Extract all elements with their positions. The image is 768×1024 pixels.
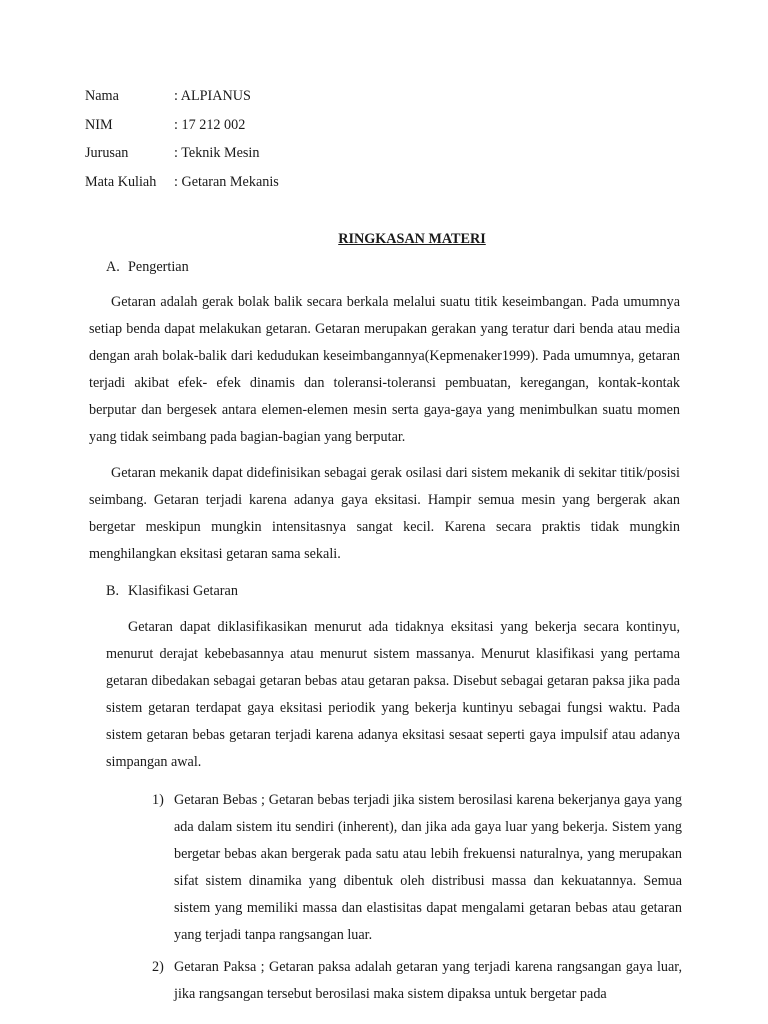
info-label: Mata Kuliah bbox=[85, 173, 157, 190]
info-value: : Teknik Mesin bbox=[174, 145, 260, 161]
info-label: Jurusan bbox=[85, 145, 129, 161]
student-info bbox=[85, 86, 279, 200]
section-a-paragraph-2: Getaran mekanik dapat didefinisikan sebagai gerak osilasi dari sistem mekanik di sekitar titik/posisi seimbang. Getaran terjadi karena adanya gaya eksitasi. Hampir semua mesin yang bergerak akan bergetar meskipun mungkin intensitasnya sangat kecil. Karena secara praktis tidak mungkin menghilangkan eksitasi getaran sama sekali. bbox=[89, 465, 680, 562]
list-item-number: 2) bbox=[152, 959, 164, 975]
list-item bbox=[152, 954, 682, 1008]
info-row-mata-kuliah bbox=[85, 172, 279, 201]
info-value: : ALPIANUS bbox=[174, 88, 251, 104]
list-item-text: Getaran Bebas ; Getaran bebas terjadi jika sistem berosilasi karena bekerjanya gaya yang ada dalam sistem itu sendiri (inherent), dan jika ada gaya luar yang bekerja. Sistem yang bergetar bebas akan bergerak pada satu atau lebih frekuensi naturalnya, yang merupakan sifat sistem dinamika yang dibentuk oleh distribusi massa dan kekuatannya. Semua sistem yang memiliki massa dan elastisitas dapat mengalami getaran bebas atau getaran yang terjadi tanpa rangsangan luar. bbox=[174, 792, 682, 943]
section-b-paragraph: Getaran dapat diklasifikasikan menurut ada tidaknya eksitasi yang bekerja secara kontinyu, menurut derajat kebebasannya atau menurut sistem massanya. Menurut klasifikasi yang pertama getaran dibedakan sebagai getaran bebas atau getaran paksa. Disebut sebagai getaran paksa jika pada sistem getaran terdapat gaya eksitasi periodik yang bekerja kuntinyu sebagai fungsi waktu. Pada sistem getaran bebas getaran terjadi karena adanya eksitasi sesaat seperti gaya impulsif atau adanya simpangan awal. bbox=[106, 619, 680, 770]
info-label: Nama bbox=[85, 88, 119, 104]
classification-list bbox=[152, 787, 682, 1008]
info-row-nim bbox=[85, 115, 279, 144]
section-b-heading bbox=[106, 581, 238, 601]
info-value: : Getaran Mekanis bbox=[174, 173, 279, 190]
info-row-jurusan bbox=[85, 143, 279, 172]
section-heading-text: Pengertian bbox=[128, 259, 189, 275]
section-a-paragraph-1: Getaran adalah gerak bolak balik secara berkala melalui suatu titik keseimbangan. Pada umumnya setiap benda dapat melakukan getaran. Getaran merupakan gerakan yang teratur dari benda atau media dengan arah bolak-balik dari kedudukan keseimbangannya(Kepmenaker1999). Pada umumnya, getaran terjadi akibat efek- efek dinamis dan toleransi-toleransi pembuatan, keregangan, kontak-kontak berputar dan bergesek antara elemen-elemen mesin serta gaya-gaya yang menimbulkan suatu momen yang tidak seimbang pada bagian-bagian yang berputar. bbox=[89, 294, 680, 445]
info-row-nama bbox=[85, 86, 279, 115]
section-letter: A. bbox=[106, 259, 120, 275]
list-item bbox=[152, 787, 682, 949]
list-item-number: 1) bbox=[152, 792, 164, 808]
section-letter: B. bbox=[106, 583, 120, 599]
section-a-heading bbox=[106, 257, 189, 277]
section-heading-text: Klasifikasi Getaran bbox=[128, 583, 238, 599]
document-title: RINGKASAN MATERI bbox=[338, 231, 486, 247]
info-label: NIM bbox=[85, 116, 113, 133]
list-item-text: Getaran Paksa ; Getaran paksa adalah getaran yang terjadi karena rangsangan gaya luar, jika rangsangan tersebut berosilasi maka sistem dipaksa untuk bergetar pada bbox=[174, 959, 682, 1002]
info-value: : 17 212 002 bbox=[174, 116, 246, 133]
